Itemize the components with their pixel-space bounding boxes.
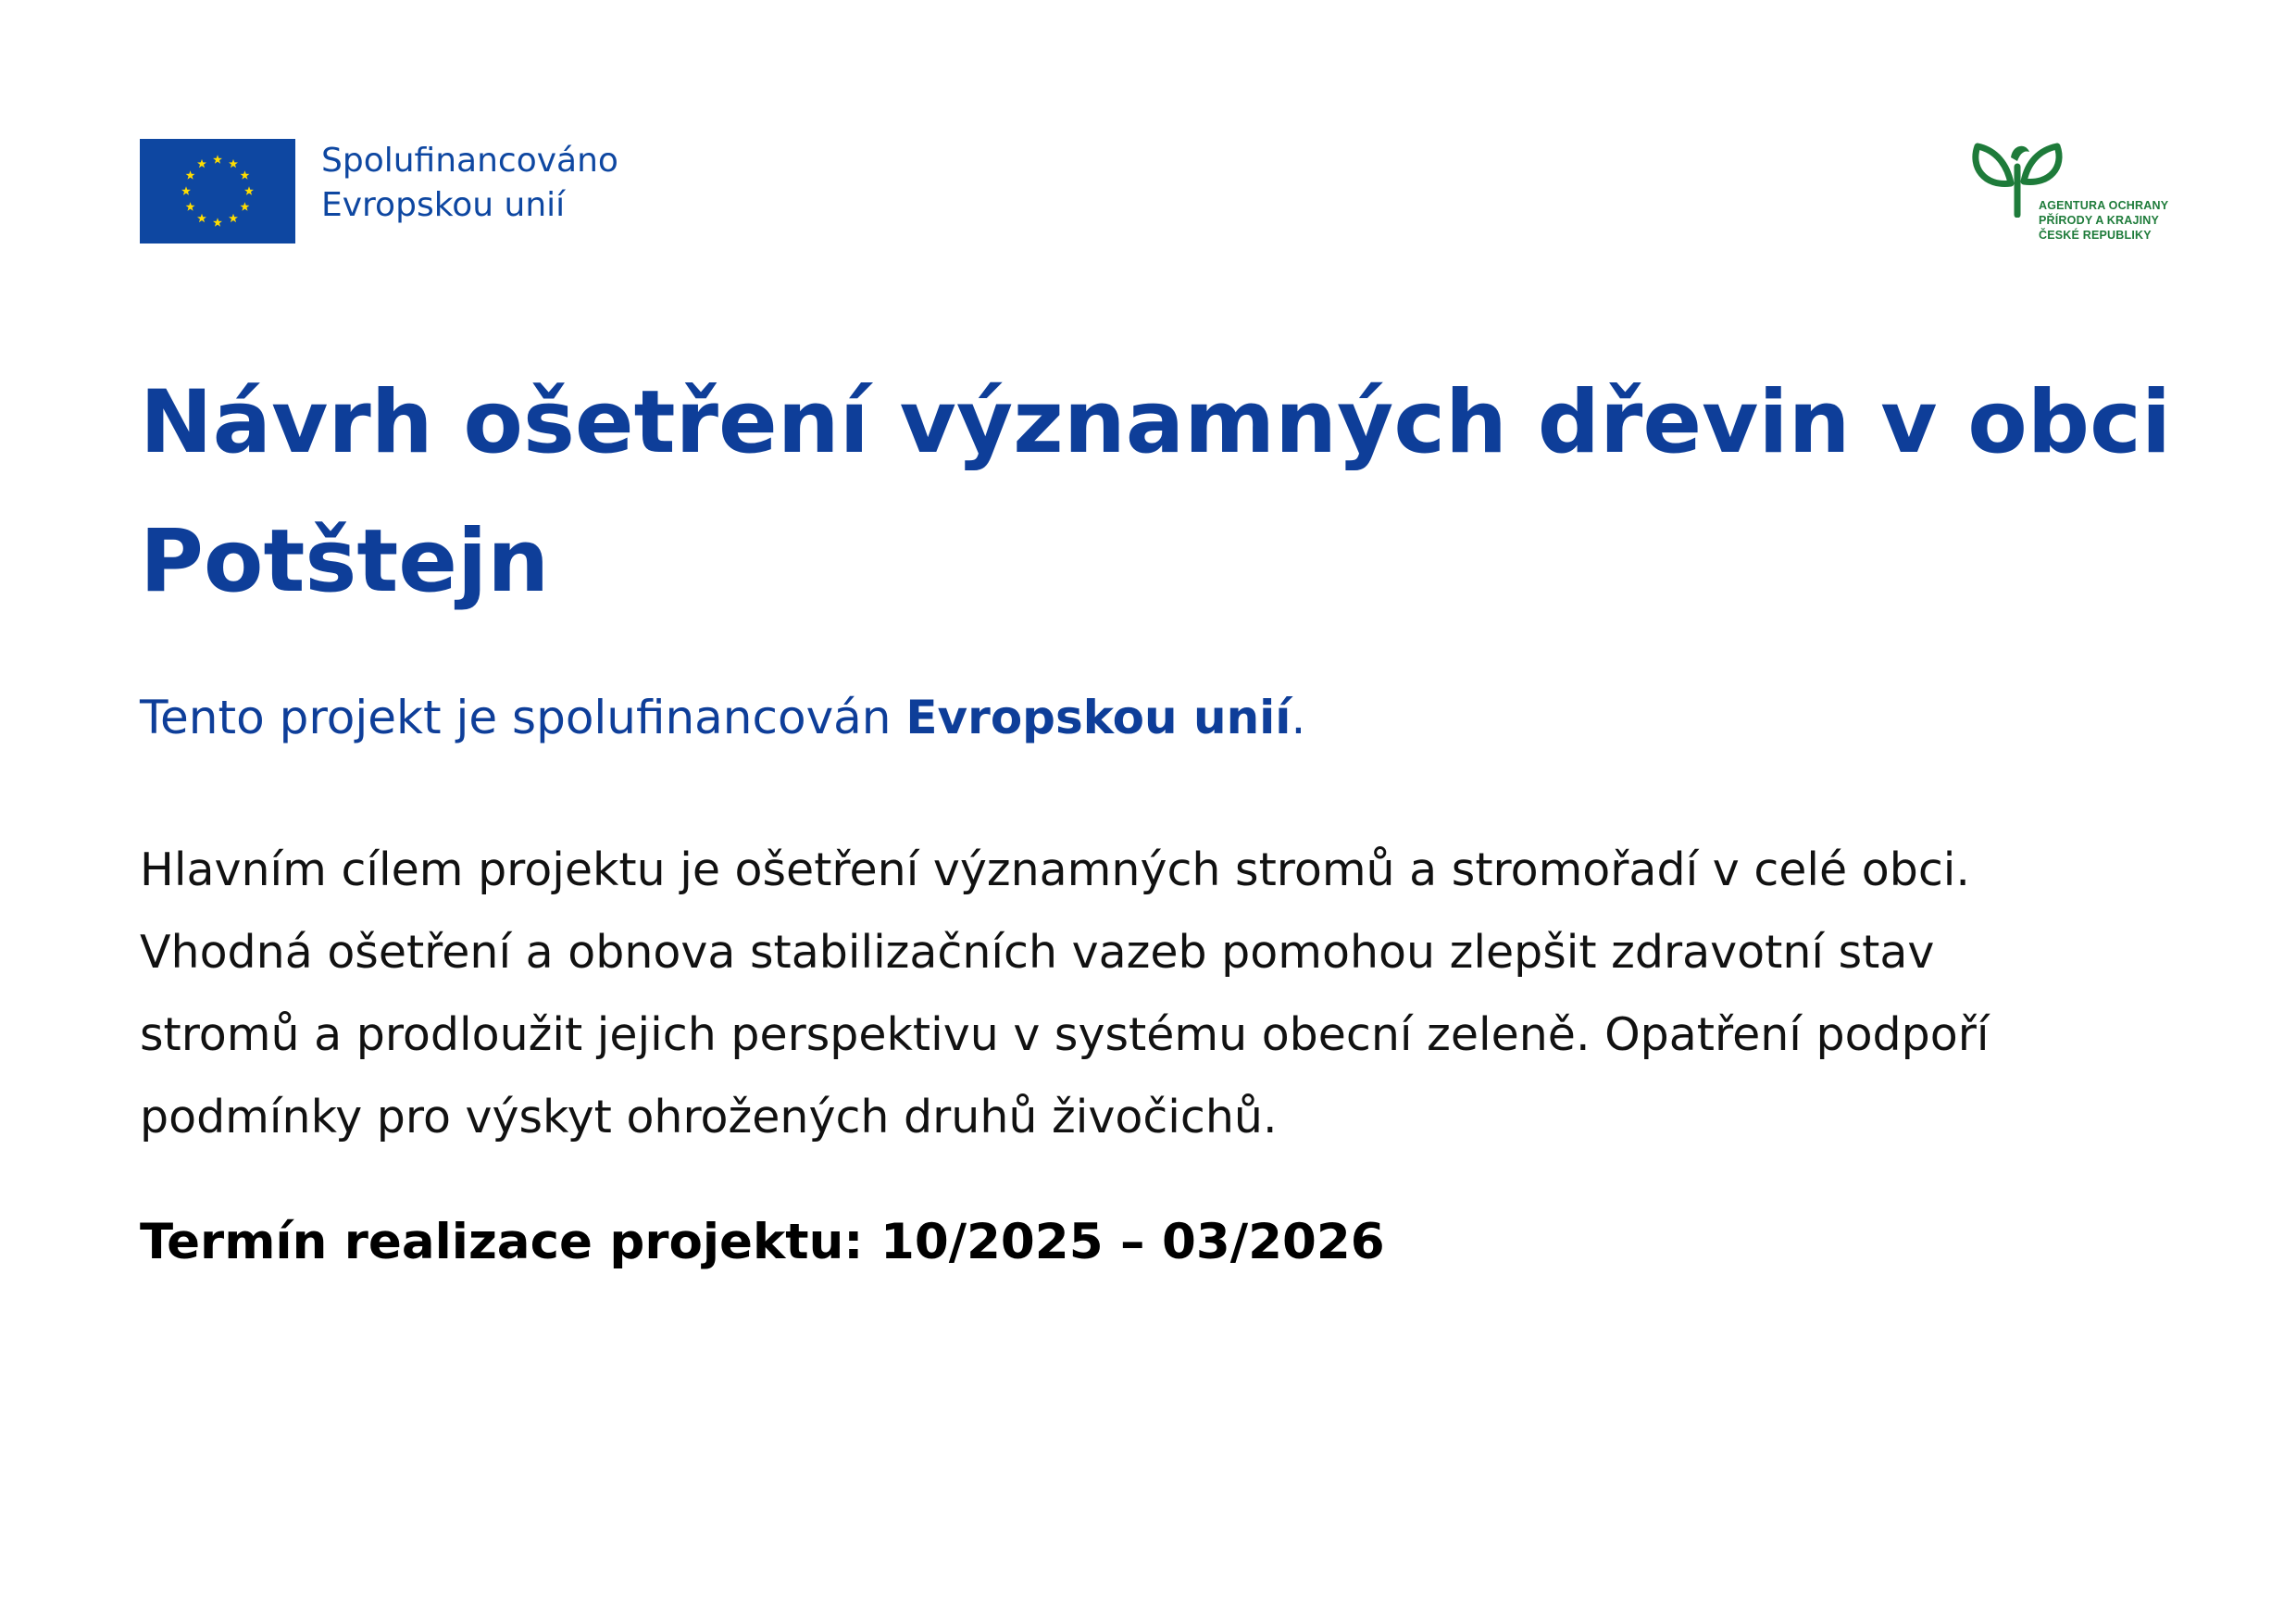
cofinanced-emphasis: Evropskou unií xyxy=(905,691,1292,744)
aopk-text xyxy=(2039,198,2168,243)
aopk-logo xyxy=(1970,139,2183,250)
description-line-4: podmínky pro výskyt ohrožených druhů živočichů. xyxy=(140,1091,1278,1143)
eu-flag-logo xyxy=(140,139,295,244)
eu-stars-icon xyxy=(140,139,295,244)
page-title xyxy=(140,354,2177,631)
title-line-1: Návrh ošetření významných dřevin v obci xyxy=(140,372,2172,473)
project-term: Termín realizace projektu: 10/2025 – 03/2026 xyxy=(140,1214,1385,1270)
cofinanced-prefix: Tento projekt je spolufinancován xyxy=(140,691,906,744)
aopk-line-3: ČESKÉ REPUBLIKY xyxy=(2039,229,2152,242)
eu-caption-line-1: Spolufinancováno xyxy=(321,142,618,180)
description-line-3: stromů a prodloužit jejich perspektivu v systému obecní zeleně. Opatření podpoří xyxy=(140,1008,1990,1061)
project-description xyxy=(140,829,2177,1158)
description-line-2: Vhodná ošetření a obnova stabilizačních vazeb pomohou zlepšit zdravotní stav xyxy=(140,926,1935,979)
aopk-line-1: AGENTURA OCHRANY xyxy=(2039,199,2169,212)
title-line-2: Potštejn xyxy=(140,511,550,612)
description-line-1: Hlavním cílem projektu je ošetření významných stromů a stromořadí v celé obci. xyxy=(140,843,1970,896)
eu-caption-line-2: Evropskou unií xyxy=(321,186,566,224)
cofinanced-suffix: . xyxy=(1291,691,1306,744)
cofinanced-statement xyxy=(140,690,1305,745)
eu-caption xyxy=(321,139,618,228)
aopk-line-2: PŘÍRODY A KRAJINY xyxy=(2039,214,2160,227)
